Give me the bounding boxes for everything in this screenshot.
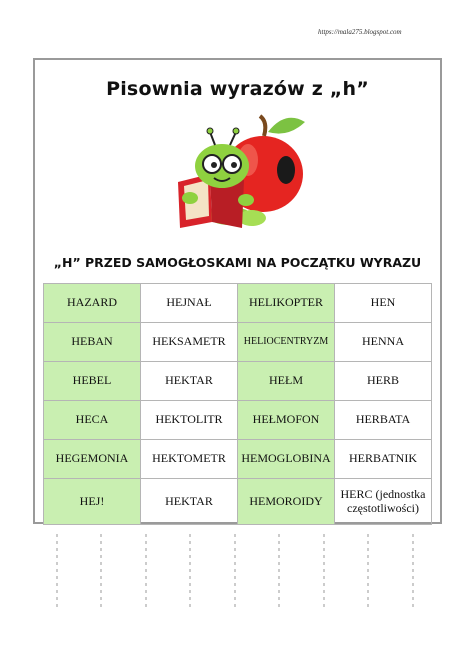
word-cell: HENNA bbox=[335, 323, 432, 362]
table-row bbox=[44, 440, 432, 479]
word-cell: HEBEL bbox=[44, 362, 141, 401]
table-row bbox=[44, 479, 432, 525]
word-cell: HEMOGLOBINA bbox=[238, 440, 335, 479]
word-cell: HERC (jednostka częstotliwości) bbox=[335, 479, 432, 525]
word-cell: HEŁM bbox=[238, 362, 335, 401]
word-cell: HEGEMONIA bbox=[44, 440, 141, 479]
word-cell: HELIKOPTER bbox=[238, 284, 335, 323]
table-row bbox=[44, 284, 432, 323]
apple-stem bbox=[260, 116, 265, 136]
word-cell: HEKTOMETR bbox=[141, 440, 238, 479]
word-cell: HEKTAR bbox=[141, 479, 238, 525]
word-cell: HERB bbox=[335, 362, 432, 401]
word-cell: HEN bbox=[335, 284, 432, 323]
table-row bbox=[44, 323, 432, 362]
worm-apple-illustration bbox=[160, 112, 310, 234]
word-cell: HECA bbox=[44, 401, 141, 440]
table-row bbox=[44, 401, 432, 440]
word-cell: HEBAN bbox=[44, 323, 141, 362]
section-subtitle: „H” PRZED SAMOGŁOSKAMI NA POCZĄTKU WYRAZU bbox=[53, 255, 422, 270]
word-cell: HEŁMOFON bbox=[238, 401, 335, 440]
apple-hole bbox=[277, 156, 295, 184]
word-cell: HEKTOLITR bbox=[141, 401, 238, 440]
word-cell: HELIOCENTRYZM bbox=[238, 323, 335, 362]
word-cell: HEKTAR bbox=[141, 362, 238, 401]
word-cell: HEKSAMETR bbox=[141, 323, 238, 362]
word-cell: HAZARD bbox=[44, 284, 141, 323]
leaf-icon bbox=[268, 118, 305, 134]
word-cell: HEMOROIDY bbox=[238, 479, 335, 525]
source-url[interactable]: https://mala275.blogspot.com bbox=[318, 28, 402, 36]
page-title: Pisownia wyrazów z „h” bbox=[106, 78, 369, 100]
word-cell: HERBATNIK bbox=[335, 440, 432, 479]
word-cell: HERBATA bbox=[335, 401, 432, 440]
words-table bbox=[43, 283, 432, 525]
word-cell: HEJ! bbox=[44, 479, 141, 525]
word-cell: HEJNAŁ bbox=[141, 284, 238, 323]
table-row bbox=[44, 362, 432, 401]
cut-guide-lines bbox=[0, 530, 474, 615]
